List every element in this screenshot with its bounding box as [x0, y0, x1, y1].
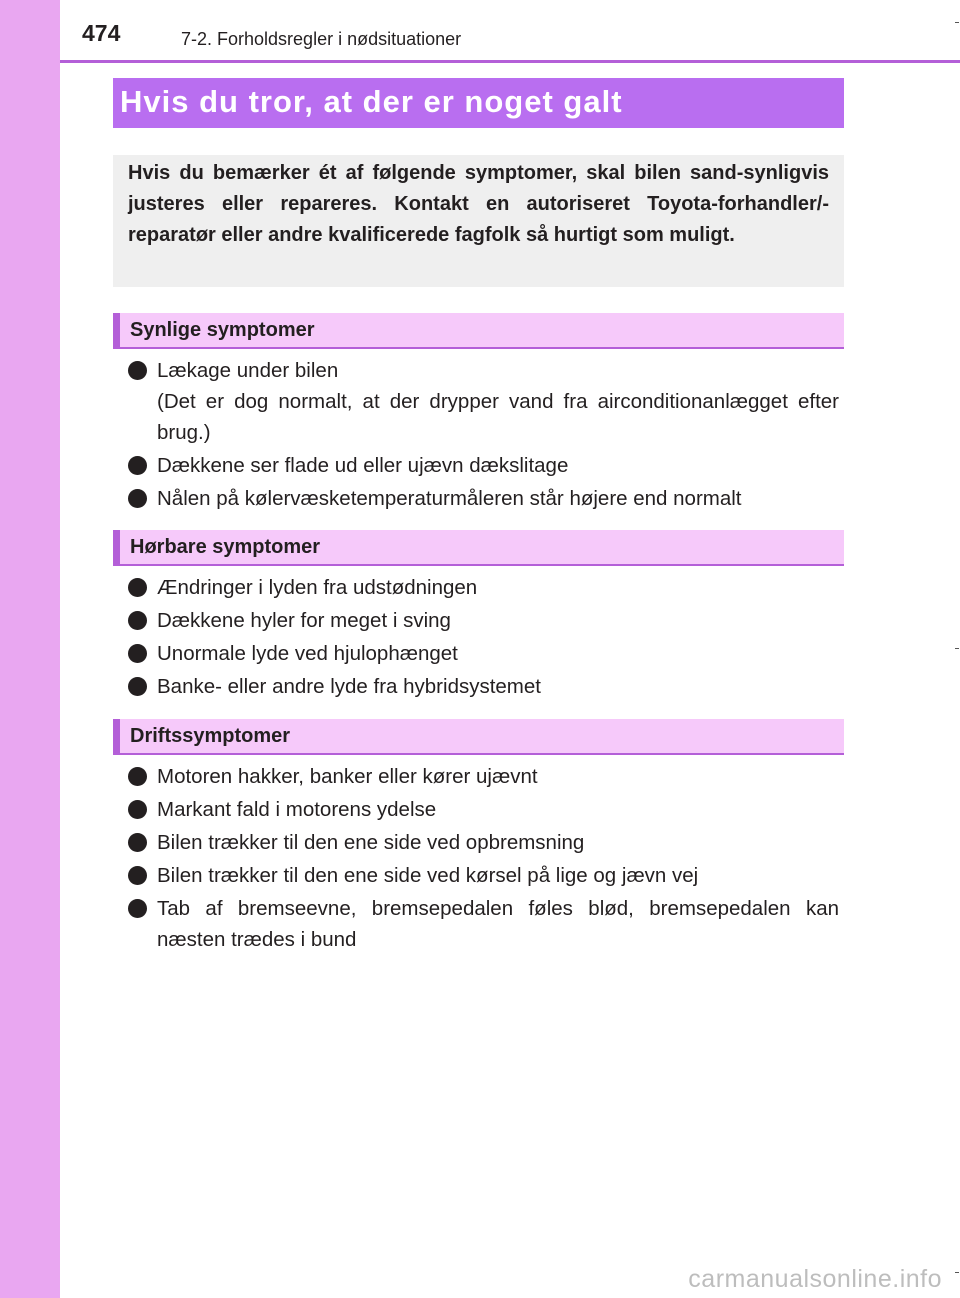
operational-symptoms-list [127, 761, 839, 957]
intro-text: Hvis du bemærker ét af følgende symptomer, skal bilen sand-synligvis justeres eller repareres. Kontakt en autoriseret Toyota-forhandler/-reparatør eller andre kvalificerede fagfolk så hurtigt som muligt. [128, 162, 829, 246]
page-title [113, 78, 844, 128]
list-item [127, 893, 839, 955]
watermark: carmanualsonline.info [688, 1265, 942, 1293]
audible-symptoms-list [127, 572, 839, 704]
bullet-icon [128, 800, 147, 819]
list-item-note: (Det er dog normalt, at der drypper vand fra airconditionanlægget efter brug.) [157, 390, 839, 444]
crop-mark [955, 22, 959, 23]
list-item-text: Dækkene hyler for meget i sving [157, 609, 451, 632]
crop-mark [955, 1272, 959, 1273]
section-accent [113, 313, 120, 347]
section-accent [113, 719, 120, 753]
list-item-text: Tab af bremseevne, bremsepedalen føles blød, bremsepedalen kan næsten trædes i bund [157, 897, 839, 951]
crop-mark [955, 648, 959, 649]
bullet-icon [128, 644, 147, 663]
header-divider [60, 60, 960, 63]
list-item [127, 450, 839, 481]
section-heading-text: Driftssymptomer [130, 725, 291, 747]
list-item-text: Ændringer i lyden fra udstødningen [157, 576, 478, 599]
list-item-text: Markant fald i motorens ydelse [157, 798, 437, 821]
list-item-text: Motoren hakker, banker eller kører ujævnt [157, 765, 538, 788]
list-item [127, 483, 839, 514]
section-heading-text: Synlige symptomer [130, 319, 315, 341]
bullet-icon [128, 456, 147, 475]
section-heading-operational [113, 719, 844, 755]
bullet-icon [128, 361, 147, 380]
chapter-title: 7-2. Forholdsregler i nødsituationer [181, 29, 462, 49]
bullet-icon [128, 578, 147, 597]
bullet-icon [128, 899, 147, 918]
list-item-text: Lækage under bilen [157, 359, 339, 382]
bullet-icon [128, 866, 147, 885]
chapter-side-tab [0, 0, 60, 1298]
list-item [127, 572, 839, 603]
page-number: 474 [82, 20, 121, 46]
list-item-text: Bilen trækker til den ene side ved kørsel på lige og jævn vej [157, 864, 699, 887]
visible-symptoms-list [127, 355, 839, 516]
page-title-text: Hvis du tror, at der er noget galt [120, 84, 623, 119]
list-item-text: Banke- eller andre lyde fra hybridsystemet [157, 675, 541, 698]
bullet-icon [128, 677, 147, 696]
bullet-icon [128, 489, 147, 508]
intro-notice [113, 155, 844, 287]
section-accent [113, 530, 120, 564]
list-item [127, 761, 839, 792]
list-item [127, 671, 839, 702]
bullet-icon [128, 833, 147, 852]
list-item [127, 355, 839, 448]
list-item-text: Unormale lyde ved hjulophænget [157, 642, 458, 665]
section-heading-audible [113, 530, 844, 566]
list-item [127, 638, 839, 669]
list-item-text: Nålen på kølervæsketemperaturmåleren står højere end normalt [157, 487, 742, 510]
bullet-icon [128, 767, 147, 786]
section-heading-text: Hørbare symptomer [130, 536, 321, 558]
list-item-text: Bilen trækker til den ene side ved opbremsning [157, 831, 585, 854]
list-item [127, 860, 839, 891]
bullet-icon [128, 611, 147, 630]
list-item [127, 827, 839, 858]
list-item [127, 794, 839, 825]
list-item-text: Dækkene ser flade ud eller ujævn dækslitage [157, 454, 569, 477]
section-heading-visible [113, 313, 844, 349]
list-item [127, 605, 839, 636]
